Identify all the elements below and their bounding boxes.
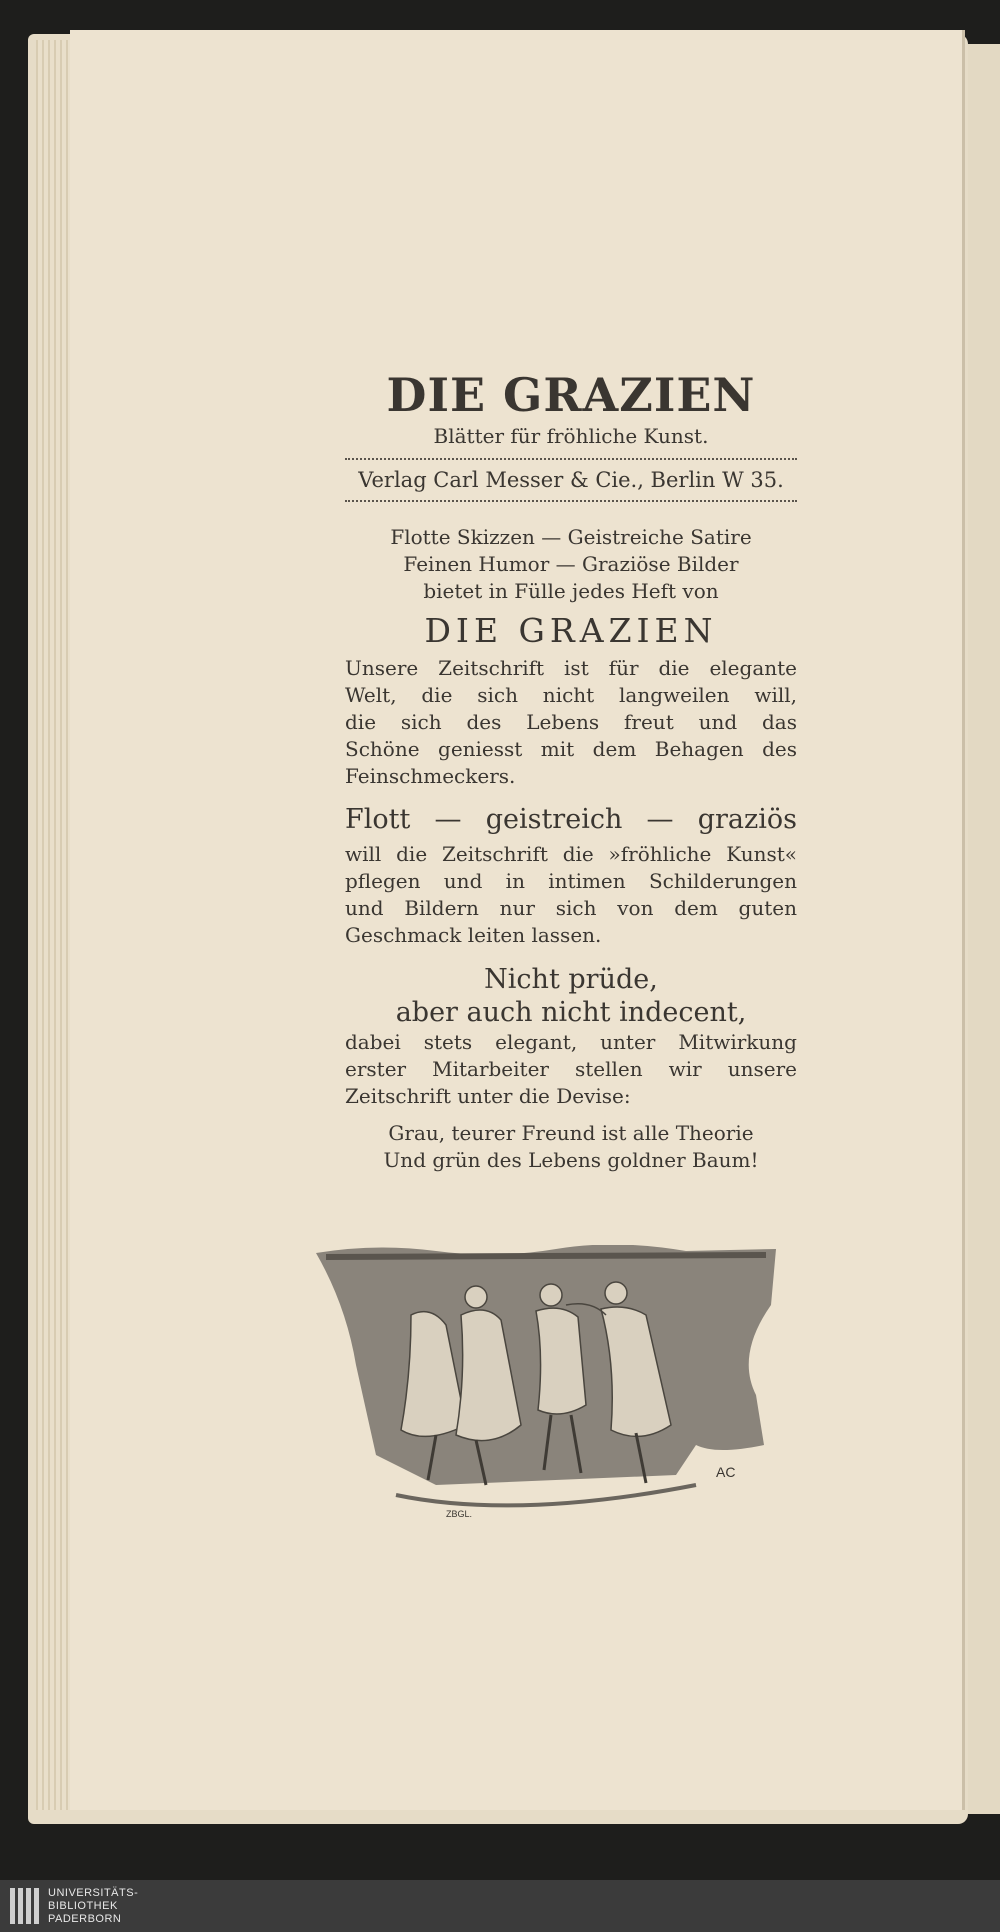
dotted-rule-bottom — [345, 500, 797, 502]
text-line: und Bildern nur sich von dem guten — [345, 896, 797, 920]
paragraph-devise — [345, 1029, 797, 1110]
dancing-women-illustration — [316, 1245, 776, 1527]
dotted-rule-top — [345, 458, 797, 460]
text-line: Unsere Zeitschrift ist für die elegante — [345, 656, 797, 680]
paragraph-intro — [345, 655, 797, 790]
text-line: will die Zeitschrift die »fröhliche Kunst« — [345, 842, 797, 866]
library-footer-bar — [0, 1880, 1000, 1932]
text-line: erster Mitarbeiter stellen wir unsere — [345, 1057, 797, 1081]
tagline-line: bietet in Fülle jedes Heft von — [423, 579, 719, 603]
text-line: Zeitschrift unter die Devise: — [345, 1084, 631, 1108]
library-logo-text — [48, 1887, 138, 1926]
verse-quote — [345, 1120, 797, 1174]
library-logo-icon — [10, 1888, 40, 1924]
logo-line: PADERBORN — [48, 1913, 122, 1925]
motto-word: geistreich — [485, 804, 623, 835]
verse-line: Grau, teurer Freund ist alle Theorie — [388, 1121, 754, 1145]
logo-line: BIBLIOTHEK — [48, 1900, 118, 1912]
text-line: Feinschmeckers. — [345, 764, 516, 788]
motto-dash: — — [646, 804, 674, 835]
motto-dash: — — [434, 804, 462, 835]
magazine-title: DIE GRAZIEN — [386, 368, 756, 422]
tagline — [345, 524, 797, 605]
paragraph-purpose — [345, 841, 797, 949]
text-line: dabei stets elegant, unter Mitwirkung — [345, 1030, 797, 1054]
motto-word: Flott — [345, 804, 411, 835]
tagline-line: Flotte Skizzen — Geistreiche Satire — [390, 525, 752, 549]
facing-page-edge — [968, 44, 1000, 1814]
verse-line: Und grün des Lebens goldner Baum! — [383, 1148, 759, 1172]
logo-line: UNIVERSITÄTS- — [48, 1887, 139, 1899]
claim-line: aber auch nicht indecent, — [395, 997, 747, 1028]
magazine-subtitle: Blätter für fröhliche Kunst. — [433, 424, 709, 448]
engraver-mark: ZBGL. — [446, 1509, 473, 1519]
text-line: pflegen und in intimen Schilderungen — [345, 869, 797, 893]
claim-line: Nicht prüde, — [484, 964, 658, 995]
claim — [345, 963, 797, 1029]
tagline-line: Feinen Humor — Graziöse Bilder — [403, 552, 739, 576]
motto-word: graziös — [697, 804, 797, 835]
magazine-title-repeat: DIE GRAZIEN — [424, 611, 718, 650]
publisher-line: Verlag Carl Messer & Cie., Berlin W 35. — [358, 468, 784, 492]
text-line: Welt, die sich nicht langweilen will, — [345, 683, 797, 707]
text-line: die sich des Lebens freut und das — [345, 710, 797, 734]
text-line: Geschmack leiten lassen. — [345, 923, 602, 947]
motto-line — [345, 804, 797, 835]
text-line: Schöne geniesst mit dem Behagen des — [345, 737, 797, 761]
artist-signature: AC — [716, 1464, 736, 1480]
advertisement-text — [345, 368, 797, 1174]
